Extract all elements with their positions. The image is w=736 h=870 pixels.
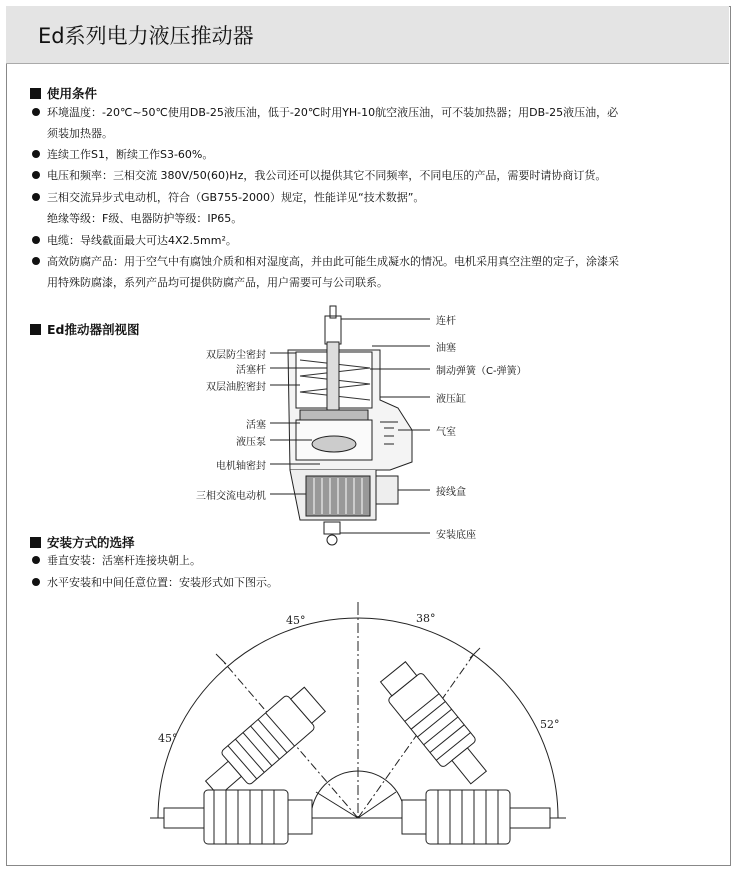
label-piston: 活塞 [246,420,266,431]
label-motor-shaft-seal: 电机轴密封 [216,461,266,472]
angle-label-38: 38° [416,612,436,625]
condition-text: 电压和频率：三相交流 380V/50(60)Hz，我公司还可以提供其它不同频率，不同电压的产品，需要时请协商订货。 [47,169,607,182]
label-hydraulic-cylinder: 液压缸 [436,394,466,405]
label-motor: 三相交流电动机 [196,491,266,502]
label-air-chamber: 气室 [436,427,456,438]
conditions-heading-text: 使用条件 [47,86,98,101]
label-dust-seal: 双层防尘密封 [206,350,266,361]
condition-text: 绝缘等级：F级、电器防护等级：IP65。 [47,212,243,225]
installation-text: 水平安装和中间任意位置：安装形式如下图示。 [47,576,278,589]
angle-label-45-top: 45° [286,614,306,627]
label-connecting-rod: 连杆 [436,316,456,327]
label-junction-box: 接线盒 [436,487,466,498]
page-title: Ed系列电力液压推动器 [38,24,254,48]
label-brake-spring: 制动弹簧（C-弹簧） [436,366,527,377]
label-hydraulic-pump: 液压泵 [236,437,266,448]
installation-text: 垂直安装：活塞杆连接块朝上。 [47,554,201,567]
condition-text: 用特殊防腐漆，系列产品均可提供防腐产品，用户需要可与公司联系。 [47,276,388,289]
condition-text: 须装加热器。 [47,127,113,140]
installation-heading-text: 安装方式的选择 [47,535,135,550]
label-mounting-base: 安装底座 [436,530,476,541]
condition-text: 连续工作S1，断续工作S3-60%。 [47,148,214,161]
condition-text: 高效防腐产品：用于空气中有腐蚀介质和相对湿度高，并由此可能生成凝水的情况。电机采用真空注塑的定子，涂漆采 [47,255,619,268]
angle-label-45-left: 45° [158,732,178,745]
label-piston-rod: 活塞杆 [236,365,266,376]
section-view-heading-text: Ed推动器剖视图 [47,322,140,337]
condition-text: 电缆：导线截面最大可达4X2.5mm²。 [47,234,237,247]
condition-text: 环境温度：-20℃~50℃使用DB-25液压油，低于-20℃时用YH-10航空液压油，可不装加热器；用DB-25液压油，必 [47,106,619,119]
angle-label-52: 52° [540,718,560,731]
label-oil-seal: 双层油腔密封 [206,382,266,393]
condition-text: 三相交流异步式电动机，符合（GB755-2000）规定，性能详见“技术数据”。 [47,191,425,204]
label-oil-plug: 油塞 [436,343,456,354]
